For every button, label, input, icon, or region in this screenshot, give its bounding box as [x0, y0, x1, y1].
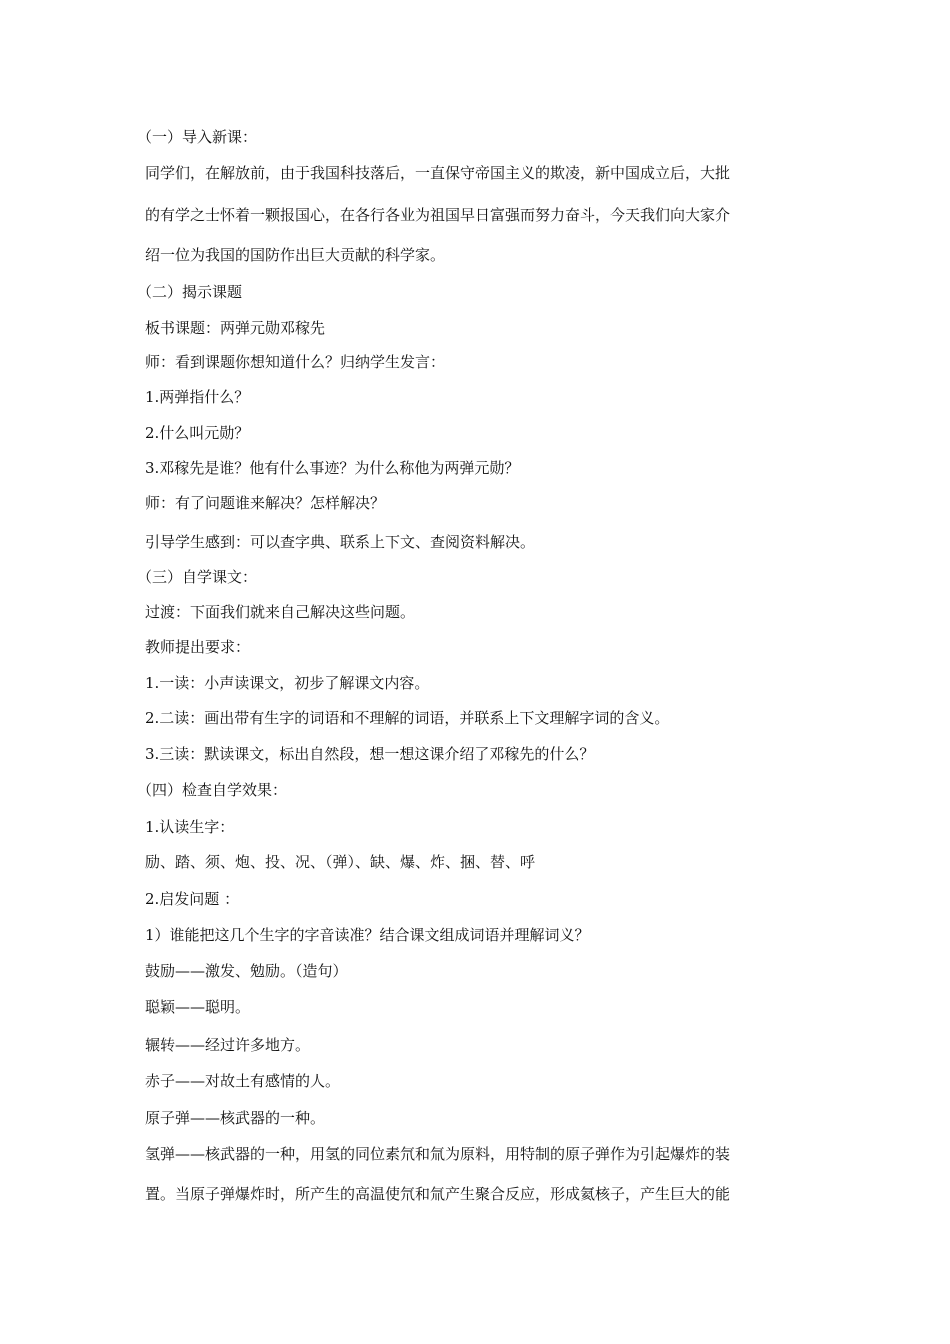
list-item: 2.启发问题 ： [145, 890, 240, 908]
vocab-item: 氢弹——核武器的一种，用氢的同位素氘和氚为原料，用特制的原子弹作为引起爆炸的装 [145, 1145, 731, 1163]
vocab-item: 聪颖——聪明。 [145, 998, 251, 1016]
paragraph-line: 师：有了问题谁来解决？怎样解决？ [145, 494, 386, 512]
list-item: 2.什么叫元勋？ [145, 424, 250, 442]
paragraph-line: 励、踏、须、炮、投、况、（弹）、缺、爆、炸、捆、替、呼 [145, 853, 536, 871]
vocab-item: 辗转——经过许多地方。 [145, 1036, 311, 1054]
paragraph-line: 的有学之士怀着一颗报国心，在各行各业为祖国早日富强而努力奋斗，今天我们向大家介 [145, 206, 731, 224]
section-heading-3: （三）自学课文： [137, 568, 258, 586]
paragraph-line: 师：看到课题你想知道什么？归纳学生发言： [145, 353, 446, 371]
paragraph-line: 同学们，在解放前，由于我国科技落后，一直保守帝国主义的欺凌，新中国成立后，大批 [145, 164, 731, 182]
list-item: 3.邓稼先是谁？他有什么事迹？为什么称他为两弹元勋？ [145, 459, 520, 477]
list-item: 3.三读：默读课文，标出自然段，想一想这课介绍了邓稼先的什么？ [145, 745, 595, 763]
paragraph-line: 板书课题：两弹元勋邓稼先 [145, 319, 326, 337]
paragraph-line: 绍一位为我国的国防作出巨大贡献的科学家。 [145, 246, 446, 264]
list-item: 2.二读：画出带有生字的词语和不理解的词语，并联系上下文理解字词的含义。 [145, 709, 670, 727]
list-item: 1.一读：小声读课文，初步了解课文内容。 [145, 674, 430, 692]
vocab-item: 鼓励——激发、勉励。（造句） [145, 962, 348, 980]
vocab-item: 赤子——对故土有感情的人。 [145, 1072, 341, 1090]
paragraph-line: 置。当原子弹爆炸时，所产生的高温使氘和氚产生聚合反应，形成氦核子，产生巨大的能 [145, 1185, 731, 1203]
list-item: 1.认读生字： [145, 818, 235, 836]
section-heading-2: （二）揭示课题 [137, 283, 243, 301]
vocab-item: 原子弹——核武器的一种。 [145, 1109, 326, 1127]
section-heading-4: （四）检查自学效果： [137, 781, 288, 799]
paragraph-line: 过渡：下面我们就来自己解决这些问题。 [145, 603, 416, 621]
section-heading-1: （一）导入新课： [137, 128, 258, 146]
paragraph-line: 引导学生感到：可以查字典、联系上下文、查阅资料解决。 [145, 533, 536, 551]
list-item: 1）谁能把这几个生字的字音读准？结合课文组成词语并理解词义？ [145, 926, 590, 944]
paragraph-line: 教师提出要求： [145, 638, 251, 656]
list-item: 1.两弹指什么？ [145, 388, 250, 406]
